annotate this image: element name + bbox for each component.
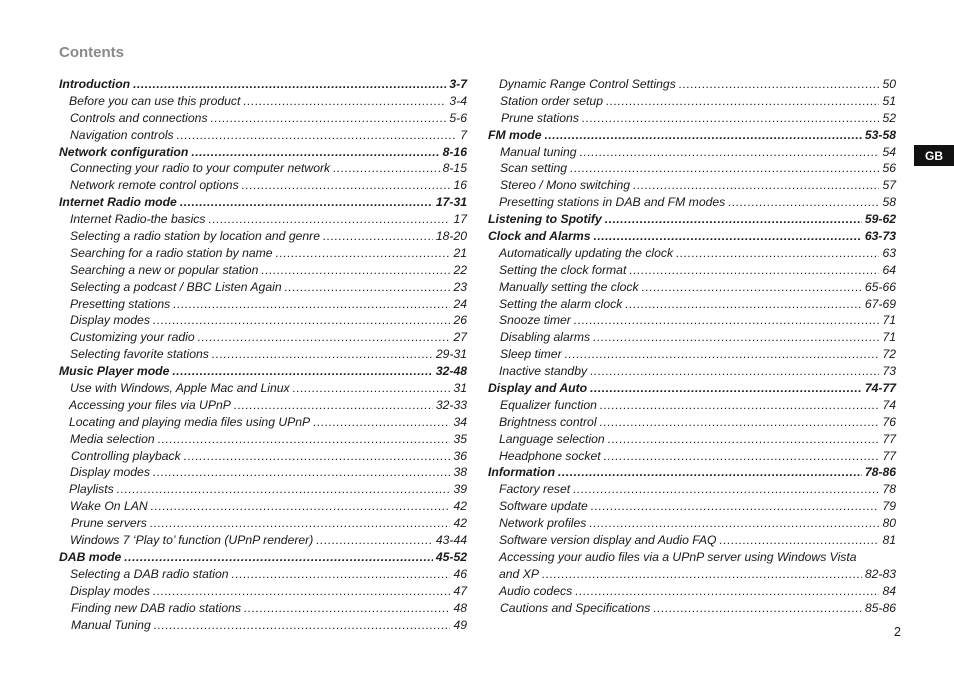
toc-entry[interactable] — [488, 533, 896, 550]
toc-entry[interactable] — [488, 364, 896, 381]
toc-entry[interactable] — [488, 330, 896, 347]
toc-entry-page: 80 — [882, 516, 896, 531]
dot-leader — [593, 330, 879, 344]
dot-leader — [285, 280, 451, 294]
toc-entry[interactable] — [488, 195, 896, 212]
dot-leader — [633, 178, 879, 192]
toc-entry-title: Selecting favorite stations — [70, 347, 209, 362]
dot-leader — [172, 364, 432, 378]
toc-entry-page: 22 — [453, 262, 467, 277]
toc-entry-title: Prune servers — [71, 516, 147, 531]
toc-entry[interactable] — [59, 330, 467, 347]
toc-entry[interactable] — [488, 246, 896, 263]
toc-entry-page: 76 — [882, 414, 896, 429]
toc-entry-title: Introduction — [59, 77, 131, 91]
toc-entry[interactable] — [488, 449, 896, 466]
toc-entry-title: Software version display and Audio FAQ — [499, 533, 717, 548]
toc-entry[interactable] — [59, 178, 467, 195]
toc-entry-page: 34 — [453, 414, 467, 429]
toc-entry-title: Accessing your audio files via a UPnP server using Windows Vista — [499, 549, 857, 564]
toc-entry-page: 56 — [882, 161, 896, 176]
dot-leader — [293, 381, 451, 395]
toc-entry[interactable] — [488, 178, 896, 195]
toc-entry[interactable] — [59, 584, 467, 601]
toc-entry[interactable] — [59, 263, 467, 280]
toc-entry-title: Snooze timer — [499, 313, 571, 328]
toc-entry-page: 5-6 — [449, 110, 467, 125]
toc-section-entry[interactable] — [488, 229, 896, 246]
toc-entry-title: Wake On LAN — [70, 499, 148, 514]
dot-leader — [573, 482, 879, 496]
dot-leader — [653, 601, 861, 615]
toc-entry[interactable] — [488, 94, 896, 111]
toc-entry-page: 82-83 — [864, 566, 896, 581]
toc-entry-title: Inactive standby — [499, 364, 588, 379]
toc-entry-page: 71 — [882, 330, 896, 345]
dot-leader — [124, 550, 433, 564]
toc-entry-page: 59-62 — [864, 212, 896, 227]
toc-entry-title: Selecting a radio station by location and genre — [70, 229, 321, 244]
toc-entry-page: 51 — [882, 93, 896, 108]
toc-entry-title: Information — [488, 465, 556, 480]
toc-entry-page: 63 — [882, 245, 896, 260]
toc-entry[interactable] — [488, 499, 896, 516]
toc-entry[interactable] — [488, 601, 896, 618]
toc-entry[interactable] — [59, 111, 467, 128]
dot-leader — [133, 77, 446, 91]
toc-section-entry[interactable] — [59, 195, 467, 212]
dot-leader — [323, 229, 433, 243]
dot-leader — [542, 567, 862, 581]
toc-entry-page: 17-31 — [435, 195, 467, 210]
toc-entry-page: 74-77 — [864, 381, 896, 396]
toc-entry-title: Playlists — [69, 482, 114, 497]
dot-leader — [153, 313, 451, 327]
toc-entry-page: 39 — [453, 482, 467, 497]
toc-entry-title: Software update — [499, 499, 588, 514]
toc-entry-page: 57 — [882, 178, 896, 193]
dot-leader — [261, 263, 450, 277]
dot-leader — [590, 381, 862, 395]
toc-entry-title: Brightness control — [499, 414, 597, 429]
toc-entry-page: 3-7 — [449, 77, 467, 91]
toc-entry-title: Cautions and Specifications — [500, 600, 651, 615]
toc-entry-page: 54 — [882, 144, 896, 159]
toc-entry-title: FM mode — [488, 127, 542, 142]
dot-leader — [184, 449, 451, 463]
toc-entry-page: 79 — [882, 499, 896, 514]
toc-entry-title: Display and Auto — [488, 381, 588, 396]
toc-section-entry[interactable] — [488, 465, 896, 482]
toc-entry[interactable] — [488, 145, 896, 162]
toc-entry[interactable] — [488, 567, 896, 584]
dot-leader — [558, 465, 862, 479]
toc-entry-title: Windows 7 ‘Play to’ function (UPnP renderer) — [70, 533, 314, 548]
toc-entry[interactable] — [59, 246, 467, 263]
toc-entry-title: Listening to Spotify — [488, 212, 602, 227]
toc-entry[interactable] — [59, 381, 467, 398]
toc-entry-title: Station order setup — [500, 93, 603, 108]
toc-entry-title: Manual Tuning — [71, 617, 151, 632]
dot-leader — [191, 145, 439, 159]
toc-entry[interactable] — [488, 111, 896, 128]
toc-entry-title: Navigation controls — [70, 127, 174, 142]
toc-entry-page: 8-15 — [442, 161, 467, 176]
toc-entry-page: 23 — [453, 279, 467, 294]
dot-leader — [211, 111, 447, 125]
toc-entry-title: Audio codecs — [499, 583, 573, 598]
toc-entry-title: Searching for a radio station by name — [70, 245, 273, 260]
dot-leader — [153, 584, 451, 598]
dot-leader — [173, 297, 450, 311]
toc-entry-title: Selecting a podcast / BBC Listen Again — [70, 279, 282, 294]
toc-entry-title: Presetting stations — [70, 296, 171, 311]
dot-leader — [232, 567, 451, 581]
toc-entry[interactable] — [59, 415, 467, 432]
toc-entry[interactable] — [59, 313, 467, 330]
toc-entry-page: 32-33 — [435, 397, 467, 412]
toc-entry[interactable] — [59, 161, 467, 178]
toc-entry-page: 31 — [453, 381, 467, 396]
dot-leader — [177, 128, 458, 142]
toc-entry-page: 52 — [882, 110, 896, 125]
toc-entry-title: Connecting your radio to your computer network — [70, 161, 331, 176]
toc-entry[interactable] — [59, 499, 467, 516]
toc-entry[interactable] — [488, 263, 896, 280]
toc-entry-title: Searching a new or popular station — [70, 262, 259, 277]
toc-entry-page: 74 — [882, 397, 896, 412]
toc-entry[interactable] — [59, 280, 467, 297]
toc-entry-title: Network remote control options — [70, 178, 239, 193]
toc-entry[interactable] — [488, 161, 896, 178]
toc-entry-title: Scan setting — [500, 161, 568, 176]
toc-entry-title: Selecting a DAB radio station — [70, 566, 229, 581]
toc-entry[interactable] — [488, 77, 896, 94]
toc-entry[interactable] — [488, 297, 896, 314]
dot-leader — [574, 313, 880, 327]
toc-entry-page: 81 — [882, 533, 896, 548]
toc-entry-page: 64 — [882, 262, 896, 277]
toc-entry-page: 71 — [882, 313, 896, 328]
toc-entry-page: 67-69 — [864, 296, 896, 311]
dot-leader — [565, 347, 880, 361]
toc-entry[interactable] — [488, 415, 896, 432]
toc-entry-title: Use with Windows, Apple Mac and Linux — [70, 381, 290, 396]
toc-entry-title: Setting the alarm clock — [499, 296, 623, 311]
dot-leader — [244, 601, 450, 615]
toc-entry[interactable] — [59, 297, 467, 314]
dot-leader — [594, 229, 862, 243]
toc-entry-title: Finding new DAB radio stations — [71, 600, 242, 615]
dot-leader — [198, 330, 451, 344]
toc-entry-page: 16 — [453, 178, 467, 193]
dot-leader — [728, 195, 879, 209]
dot-leader — [591, 499, 880, 513]
toc-entry-title: Language selection — [499, 431, 605, 446]
toc-entry-page: 65-66 — [864, 279, 896, 294]
toc-entry[interactable] — [59, 465, 467, 482]
toc-entry-title: Before you can use this product — [69, 93, 241, 108]
toc-entry-title: Manually setting the clock — [499, 279, 639, 294]
toc-entry-page: 77 — [882, 448, 896, 463]
toc-entry-page: 78-86 — [864, 465, 896, 480]
toc-entry-page: 45-52 — [435, 549, 467, 564]
dot-leader — [545, 128, 862, 142]
dot-leader — [316, 533, 433, 547]
toc-entry[interactable] — [59, 128, 467, 145]
toc-entry-page: 53-58 — [864, 127, 896, 142]
toc-entry[interactable] — [59, 212, 467, 229]
toc-entry-title: Headphone socket — [499, 448, 601, 463]
dot-leader — [590, 364, 879, 378]
toc-entry-page: 84 — [882, 583, 896, 598]
toc-entry-page: 29-31 — [435, 347, 467, 362]
toc-entry-title: Automatically updating the clock — [499, 245, 674, 260]
toc-entry[interactable] — [59, 618, 467, 635]
toc-entry[interactable] — [59, 449, 467, 466]
toc-entry-page: 47 — [453, 583, 467, 598]
dot-leader — [642, 280, 862, 294]
toc-entry-line[interactable] — [488, 550, 896, 567]
dot-leader — [151, 499, 451, 513]
dot-leader — [605, 212, 862, 226]
toc-section-entry[interactable] — [488, 128, 896, 145]
toc-entry-title: Factory reset — [499, 482, 571, 497]
toc-entry[interactable] — [488, 584, 896, 601]
toc-entry-title: Internet Radio-the basics — [70, 212, 206, 227]
toc-entry-title: Network profiles — [499, 516, 587, 531]
dot-leader — [600, 415, 880, 429]
toc-entry-title: Stereo / Mono switching — [500, 178, 631, 193]
toc-right-column — [488, 77, 896, 618]
dot-leader — [209, 212, 451, 226]
dot-leader — [676, 246, 879, 260]
toc-entry-page: 78 — [882, 482, 896, 497]
toc-entry[interactable] — [59, 347, 467, 364]
dot-leader — [604, 449, 880, 463]
toc-entry-page: 8-16 — [442, 144, 467, 159]
toc-section-entry[interactable] — [59, 77, 467, 94]
dot-leader — [243, 94, 446, 108]
language-badge: GB — [914, 145, 954, 166]
toc-entry-page: 27 — [453, 330, 467, 345]
toc-entry-page: 73 — [882, 364, 896, 379]
dot-leader — [150, 516, 451, 530]
dot-leader — [234, 398, 433, 412]
dot-leader — [154, 618, 451, 632]
toc-entry[interactable] — [59, 516, 467, 533]
dot-leader — [242, 178, 451, 192]
toc-entry-page: 3-4 — [449, 93, 467, 108]
page-number: 2 — [894, 625, 901, 639]
toc-entry-page: 77 — [882, 431, 896, 446]
toc-entry-title: Internet Radio mode — [59, 195, 177, 210]
toc-entry[interactable] — [488, 347, 896, 364]
dot-leader — [313, 415, 450, 429]
toc-entry[interactable] — [59, 94, 467, 111]
dot-leader — [180, 195, 433, 209]
toc-entry[interactable] — [488, 313, 896, 330]
toc-entry-title: Media selection — [70, 431, 155, 446]
toc-entry-title: Accessing your files via UPnP — [69, 397, 231, 412]
dot-leader — [719, 533, 879, 547]
toc-entry-title: Network configuration — [59, 144, 189, 159]
toc-entry-page: 24 — [453, 296, 467, 311]
dot-leader — [600, 398, 880, 412]
toc-entry-page: 17 — [453, 212, 467, 227]
toc-entry[interactable] — [488, 280, 896, 297]
dot-leader — [575, 584, 879, 598]
toc-entry-page: 72 — [882, 347, 896, 362]
toc-entry-page: 85-86 — [864, 600, 896, 615]
toc-entry-title: Display modes — [70, 313, 150, 328]
toc-entry-page: 21 — [453, 245, 467, 260]
toc-entry[interactable] — [59, 398, 467, 415]
dot-leader — [625, 297, 862, 311]
toc-entry-page: 35 — [453, 431, 467, 446]
toc-entry-page: 32-48 — [435, 364, 467, 379]
toc-entry-page: 48 — [453, 600, 467, 615]
toc-entry[interactable] — [488, 482, 896, 499]
toc-entry-title: Controlling playback — [71, 448, 181, 463]
toc-entry-title: Display modes — [70, 583, 150, 598]
toc-entry-title: and XP — [499, 566, 539, 581]
toc-section-entry[interactable] — [59, 364, 467, 381]
dot-leader — [570, 161, 879, 175]
toc-entry-title: Display modes — [70, 465, 150, 480]
toc-entry-title: Clock and Alarms — [488, 229, 591, 244]
toc-entry-page: 43-44 — [435, 533, 467, 548]
toc-entry[interactable] — [59, 567, 467, 584]
toc-entry-title: Presetting stations in DAB and FM modes — [499, 195, 726, 210]
dot-leader — [608, 432, 880, 446]
toc-entry-title: Locating and playing media files using UPnP — [69, 414, 311, 429]
toc-entry-page: 18-20 — [435, 229, 467, 244]
toc-entry-page: 49 — [453, 617, 467, 632]
toc-entry-title: Music Player mode — [59, 364, 170, 379]
toc-entry-title: Equalizer function — [500, 397, 597, 412]
toc-left-column — [59, 77, 467, 634]
dot-leader — [606, 94, 879, 108]
toc-entry[interactable] — [59, 432, 467, 449]
toc-section-entry[interactable] — [59, 145, 467, 162]
toc-entry-page: 26 — [453, 313, 467, 328]
toc-entry[interactable] — [488, 516, 896, 533]
toc-entry-title: Controls and connections — [70, 110, 208, 125]
toc-entry-title: DAB mode — [59, 549, 122, 564]
toc-entry-title: Sleep timer — [500, 347, 562, 362]
toc-entry-title: Dynamic Range Control Settings — [499, 77, 676, 91]
toc-entry-page: 58 — [882, 195, 896, 210]
toc-entry[interactable] — [59, 533, 467, 550]
toc-entry-page: 42 — [453, 499, 467, 514]
dot-leader — [589, 516, 879, 530]
toc-section-entry[interactable] — [488, 212, 896, 229]
toc-entry-title: Manual tuning — [500, 144, 577, 159]
dot-leader — [276, 246, 451, 260]
toc-entry-page: 7 — [460, 127, 467, 142]
toc-entry[interactable] — [59, 601, 467, 618]
dot-leader — [629, 263, 879, 277]
dot-leader — [212, 347, 433, 361]
toc-entry-title: Disabling alarms — [500, 330, 591, 345]
toc-entry-page: 38 — [453, 465, 467, 480]
toc-entry-page: 46 — [453, 566, 467, 581]
dot-leader — [333, 161, 439, 175]
toc-entry-page: 50 — [882, 77, 896, 91]
toc-entry[interactable] — [59, 482, 467, 499]
toc-entry[interactable] — [488, 398, 896, 415]
toc-entry[interactable] — [59, 229, 467, 246]
toc-entry-page: 63-73 — [864, 229, 896, 244]
toc-entry-page: 36 — [453, 448, 467, 463]
toc-entry-title: Setting the clock format — [499, 262, 627, 277]
dot-leader — [582, 111, 880, 125]
toc-section-entry[interactable] — [488, 381, 896, 398]
dot-leader — [580, 145, 880, 159]
dot-leader — [158, 432, 451, 446]
page-heading: Contents — [59, 44, 124, 61]
dot-leader — [153, 465, 451, 479]
toc-entry[interactable] — [488, 432, 896, 449]
toc-entry-title: Prune stations — [501, 110, 579, 125]
toc-entry-page: 42 — [453, 516, 467, 531]
dot-leader — [117, 482, 451, 496]
toc-section-entry[interactable] — [59, 550, 467, 567]
toc-entry-title: Customizing your radio — [70, 330, 195, 345]
dot-leader — [679, 77, 880, 91]
